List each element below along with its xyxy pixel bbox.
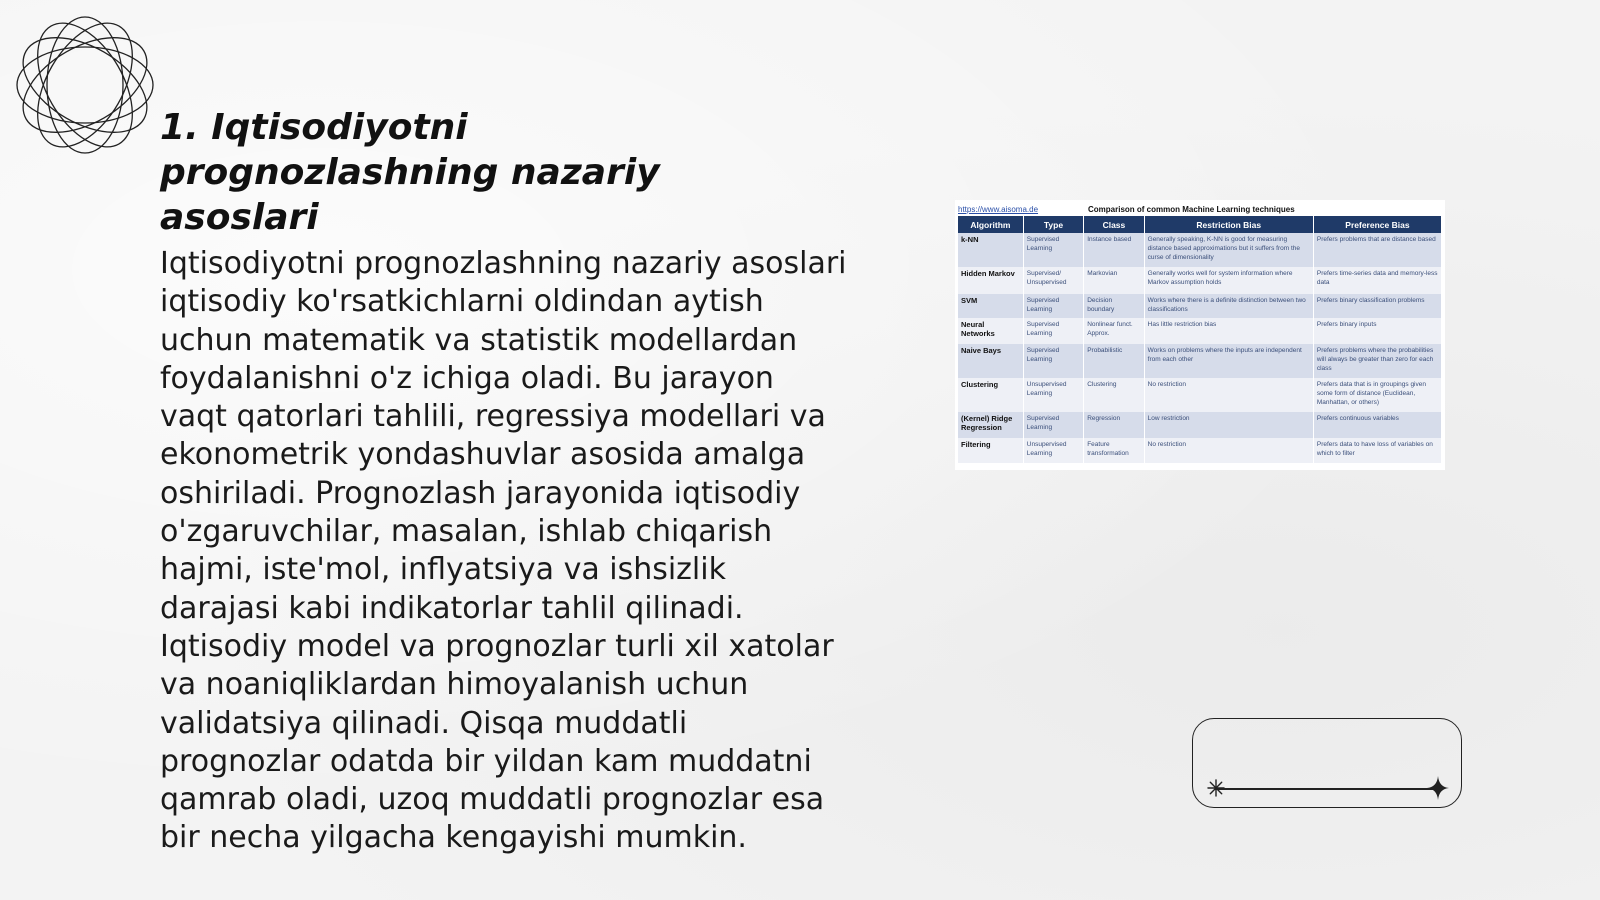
table-cell: k-NN: [958, 233, 1023, 267]
table-cell: Prefers problems where the probabilities will always be greater than zero for each class: [1313, 344, 1441, 378]
table-row: [958, 438, 1442, 463]
table-row: [958, 378, 1442, 412]
table-cell: Filtering: [958, 438, 1023, 463]
table-cell: Prefers time-series data and memory-less data: [1313, 267, 1441, 294]
table-cell: Unsupervised Learning: [1023, 438, 1083, 463]
slide-body-text: Iqtisodiyotni prognozlashning nazariy asoslari iqtisodiy ko'rsatkichlarni oldindan aytish uchun matematik va statistik modellardan foydalanishni o'z ichiga oladi. Bu jarayon vaqt qatorlari tahlili, regressiya modellari va ekonometrik yondashuvlar asosida amalga oshiriladi. Prognozlash jarayonida iqtisodiy o'zgaruvchilar, masalan, ishlab chiqarish hajmi, iste'mol, inflyatsiya va ishsizlik darajasi kabi indikatorlar tahlil qilinadi. Iqtisodiy model va prognozlar turli xil xatolar va noaniqliklardan himoyalanish uchun validatsiya qilinadi. Qisqa muddatli prognozlar odatda bir yildan kam muddatni qamrab oladi, uzoq muddatli prognozlar esa bir necha yilgacha kengayishi mumkin.: [160, 246, 847, 856]
table-cell: Markovian: [1084, 267, 1144, 294]
table-cell: Has little restriction bias: [1144, 318, 1313, 344]
column-header: Class: [1084, 216, 1144, 233]
table-cell: Prefers problems that are distance based: [1313, 233, 1441, 267]
table-cell: Nonlinear funct. Approx.: [1084, 318, 1144, 344]
table-cell: No restriction: [1144, 378, 1313, 412]
table-cell: Neural Networks: [958, 318, 1023, 344]
table-cell: Prefers continuous variables: [1313, 412, 1441, 438]
table-cell: Generally works well for system information where Markov assumption holds: [1144, 267, 1313, 294]
table-cell: No restriction: [1144, 438, 1313, 463]
table-cell: Supervised Learning: [1023, 233, 1083, 267]
table-cell: Works where there is a definite distinction between two classifications: [1144, 294, 1313, 318]
table-row: [958, 233, 1442, 267]
timeline-line: [1215, 788, 1437, 790]
table-row: [958, 318, 1442, 344]
column-header: Preference Bias: [1313, 216, 1441, 233]
cross-star-icon: [1427, 776, 1449, 800]
table-row: [958, 412, 1442, 438]
table-cell: Clustering: [1084, 378, 1144, 412]
table-cell: Works on problems where the inputs are independent from each other: [1144, 344, 1313, 378]
column-header: Algorithm: [958, 216, 1023, 233]
table-cell: Supervised Learning: [1023, 318, 1083, 344]
table-cell: SVM: [958, 294, 1023, 318]
ml-comparison-table: [958, 216, 1442, 463]
table-cell: Supervised Learning: [1023, 344, 1083, 378]
table-cell: Prefers binary classification problems: [1313, 294, 1441, 318]
table-cell: Regression: [1084, 412, 1144, 438]
geometric-circle-logo-icon: [10, 10, 160, 160]
table-cell: Feature transformation: [1084, 438, 1144, 463]
table-cell: Supervised Learning: [1023, 412, 1083, 438]
table-cell: Decision boundary: [1084, 294, 1144, 318]
table-cell: Naive Bays: [958, 344, 1023, 378]
table-row: [958, 267, 1442, 294]
table-cell: Probabilistic: [1084, 344, 1144, 378]
table-row: [958, 344, 1442, 378]
table-cell: Hidden Markov: [958, 267, 1023, 294]
table-row: [958, 294, 1442, 318]
table-caption: Comparison of common Machine Learning techniques: [1088, 204, 1295, 214]
ml-comparison-table-image: [955, 200, 1445, 470]
table-image-header: [958, 202, 1442, 216]
source-link[interactable]: https://www.aisoma.de: [958, 204, 1039, 214]
table-cell: Supervised Learning: [1023, 294, 1083, 318]
table-cell: Prefers binary inputs: [1313, 318, 1441, 344]
table-header-row: [958, 216, 1442, 233]
table-cell: Prefers data that is in groupings given some form of distance (Euclidean, Manhattan, or others): [1313, 378, 1441, 412]
slide-title: 1. Iqtisodiyotni prognozlashning nazariy asoslari: [160, 107, 660, 238]
table-cell: Low restriction: [1144, 412, 1313, 438]
table-cell: Prefers data to have loss of variables on which to filter: [1313, 438, 1441, 463]
table-cell: Instance based: [1084, 233, 1144, 267]
table-cell: Unsupervised Learning: [1023, 378, 1083, 412]
decorative-timeline-widget: [1192, 718, 1462, 808]
table-cell: (Kernel) Ridge Regression: [958, 412, 1023, 438]
column-header: Restriction Bias: [1144, 216, 1313, 233]
table-cell: Supervised/ Unsupervised: [1023, 267, 1083, 294]
column-header: Type: [1023, 216, 1083, 233]
table-cell: Generally speaking, K-NN is good for measuring distance based approximations but it suffers from the curse of dimensionality: [1144, 233, 1313, 267]
table-cell: Clustering: [958, 378, 1023, 412]
